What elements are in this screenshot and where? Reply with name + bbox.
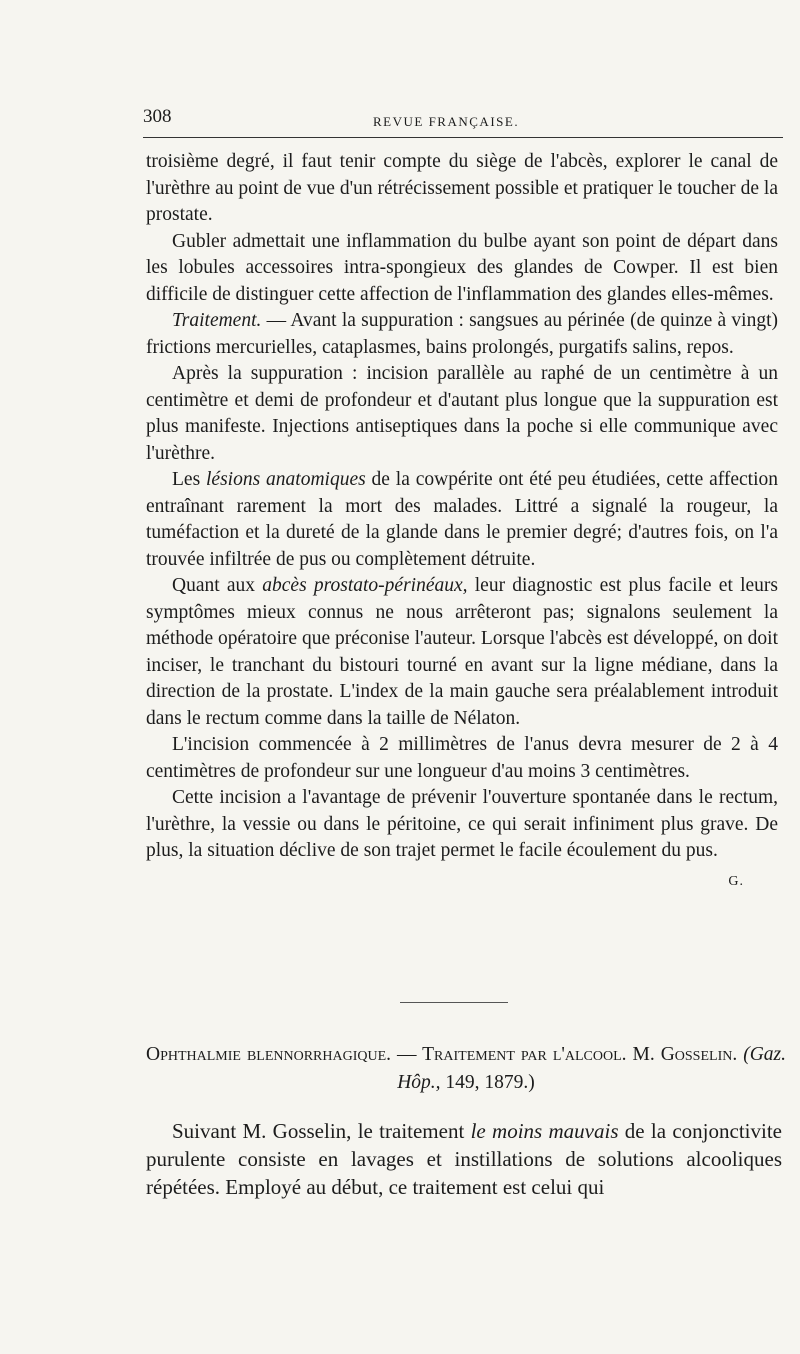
page-header	[143, 106, 783, 136]
author-signature: G.	[728, 873, 744, 889]
citation-rest: 149, 1879.)	[440, 1072, 535, 1093]
italic-term: abcès prostato-périnéaux,	[262, 575, 468, 596]
italic-term: le moins mauvais	[470, 1119, 619, 1143]
article-title	[146, 1041, 786, 1097]
paragraph-1: troisième degré, il faut tenir compte du siège de l'abcès, explorer le canal de l'urèthre au point de vue d'un rétrécissement possible et pratiquer le toucher de la prostate.	[146, 151, 778, 225]
citation-source: (Gaz. Hôp.,	[397, 1044, 786, 1093]
article-body	[146, 1117, 782, 1201]
header-rule	[143, 137, 783, 138]
body-text	[146, 149, 778, 895]
paragraph-6: Quant aux abcès prostato-périnéaux, leur diagnostic est plus facile et leurs symptômes mieux connus ne nous arrêteront pas; signalons seulement la méthode opératoire que préconise l'auteur. Lorsque l'abcès est développé, on doit inciser, le tranchant du bistouri tourné en avant sur la ligne médiane, dans la direction de la prostate. L'index de la main gauche sera préalablement introduit dans le rectum comme dans la taille de Nélaton.	[146, 575, 779, 729]
paragraph-4: Après la suppuration : incision parallèle au raphé de un centimètre à un centimètre et demi de profondeur et d'autant plus longue que la suppuration est plus manifeste. Injections antiseptiques dans la poche si elle communique avec l'urèthre.	[146, 363, 778, 464]
paragraph-3: Traitement. — Avant la suppuration : sangsues au périnée (de quinze à vingt) frictions mercurielles, cataplasmes, bains prolongés, purgatifs salins, repos.	[146, 310, 778, 358]
page-number: 308	[143, 106, 172, 127]
paragraph-8: Cette incision a l'avantage de prévenir l'ouverture spontanée dans le rectum, l'urèthre, la vessie ou dans le péritoine, ce qui serait infiniment plus grave. De plus, la situation déclive de son trajet permet le facile écoulement du pus. G.	[146, 785, 778, 865]
section-divider	[400, 1002, 508, 1003]
paragraph-2: Gubler admettait une inflammation du bulbe ayant son point de départ dans les lobules accessoires intra-spongieux des glandes de Cowper. Il est bien difficile de distinguer cette affection de l'inflammation des glandes elles-mêmes.	[146, 230, 778, 305]
paragraph-5: Les lésions anatomiques de la cowpérite ont été peu étudiées, cette affection entraînant rarement la mort des malades. Littré a signalé la rougeur, la tuméfaction et la dureté de la glande dans le premier degré; d'autres fois, on l'a trouvée infiltrée de pus ou complètement détruite.	[146, 469, 779, 570]
article-title-text: Ophthalmie blennorrhagique. — Traitement par l'alcool. M. Gosselin.	[146, 1044, 738, 1065]
italic-lead: Traitement.	[172, 310, 262, 331]
paragraph-7: L'incision commencée à 2 millimètres de l'anus devra mesurer de 2 à 4 centimètres de profondeur sur une longueur d'au moins 3 centimètres.	[146, 734, 778, 782]
italic-term: lésions anatomiques	[206, 469, 366, 490]
running-head: REVUE FRANÇAISE.	[373, 114, 520, 129]
article-paragraph-1: Suivant M. Gosselin, le traitement le moins mauvais de la conjonctivite purulente consiste en lavages et instillations de solutions alcooliques répétées. Employé au début, ce traitement est celui qui	[146, 1119, 782, 1199]
